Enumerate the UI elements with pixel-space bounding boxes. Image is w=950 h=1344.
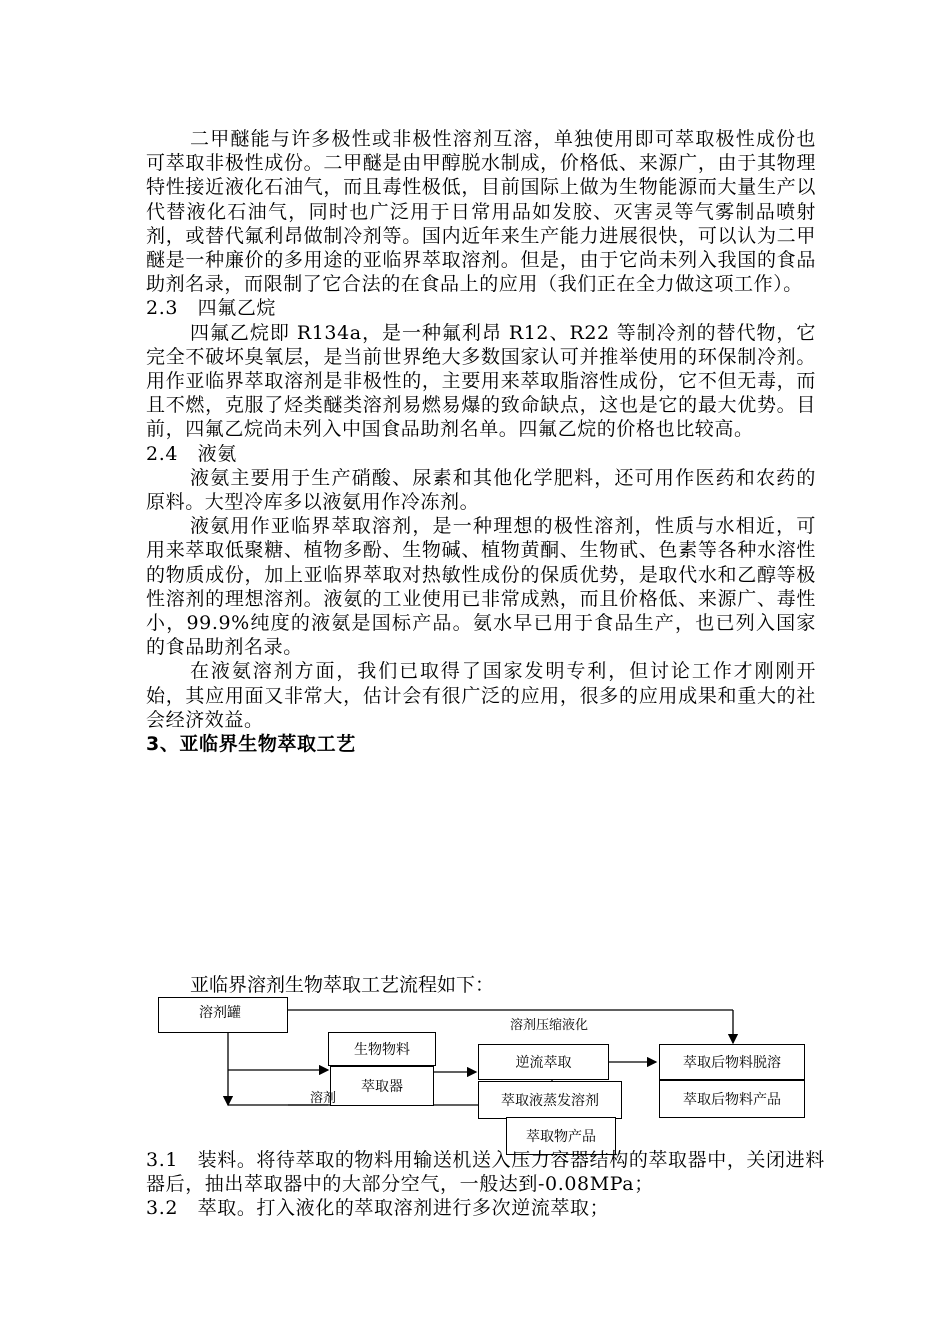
flow-intro: 亚临界溶剂生物萃取工艺流程如下：: [190, 974, 495, 996]
solvent-tank-label: 溶剂罐: [199, 1005, 241, 1021]
step-3-2: 3.2 萃取。打入液化的萃取溶剂进行多次逆流萃取；: [146, 1197, 610, 1220]
desolvent-label: 萃取后物料脱溶: [683, 1055, 781, 1071]
residue-product-box: [659, 1080, 805, 1118]
body-text: [146, 127, 816, 756]
counter-flow-box: [478, 1044, 609, 1080]
step-3-1: 3.1 装料。将待萃取的物料用输送机送入压力容器结构的萃取器中，关闭进料器后，抽出萃取器中的大部分空气，一般达到-0.08MPa；: [146, 1149, 825, 1196]
heading-2-4: 2.4 液氨: [146, 442, 237, 465]
evaporate-label: 萃取液蒸发溶剂: [501, 1093, 599, 1109]
paragraph-ammonia-2: 液氨用作亚临界萃取溶剂，是一种理想的极性溶剂，性质与水相近，可用来萃取低聚糖、植物多酚、生物碱、植物黄酮、生物甙、色素等各种水溶性的物质成份，加上亚临界萃取对热敏性成份的保质优势，是取代水和乙醇等极性溶剂的理想溶剂。液氨的工业使用已非常成熟，而且价格低、来源广、毒性小，99.9%纯度的液氨是国标产品。氨水早已用于食品生产，也已列入国家的食品助剂名录。: [146, 515, 816, 659]
heading-2-3: 2.3 四氟乙烷: [146, 297, 277, 320]
paragraph-dimethyl-ether: 二甲醚能与许多极性或非极性溶剂互溶，单独使用即可萃取极性成份也可萃取非极性成份。二甲醚是由甲醇脱水制成，价格低、来源广，由于其物理特性接近液化石油气，而且毒性极低，目前国际上做为生物能源而大量生产以代替液化石油气，同时也广泛用于日常用品如发胶、灭害灵等气雾制品喷射剂，或替代氟利昂做制冷剂等。国内近年来生产能力进展很快，可以认为二甲醚是一种廉价的多用途的亚临界萃取溶剂。但是，由于它尚未列入我国的食品助剂名录，而限制了它合法的在食品上的应用（我们正在全力做这项工作）。: [146, 128, 816, 296]
desolvent-box: [659, 1044, 805, 1080]
solvent-tank-box: [158, 997, 288, 1033]
extractor-label: 萃取器: [361, 1079, 403, 1095]
paragraph-ammonia-1: 液氨主要用于生产硝酸、尿素和其他化学肥料，还可用作医药和农药的原料。大型冷库多以液氨用作冷冻剂。: [146, 466, 816, 514]
bottom-text: [146, 1148, 826, 1221]
residue-product-label: 萃取后物料产品: [683, 1092, 781, 1108]
compress-label: 溶剂压缩液化: [510, 1018, 589, 1033]
paragraph-ammonia-3: 在液氨溶剂方面，我们已取得了国家发明专利，但讨论工作才刚刚开始，其应用面又非常大，估计会有很广泛的应用，很多的应用成果和重大的社会经济效益。: [146, 660, 816, 731]
evaporate-box: [478, 1081, 622, 1119]
bio-material-label: 生物物料: [354, 1042, 410, 1058]
counter-flow-label: 逆流萃取: [515, 1055, 572, 1071]
paragraph-tetrafluoroethane: 四氟乙烷即 R134a，是一种氟利昂 R12、R22 等制冷剂的替代物，它完全不破坏臭氧层，是当前世界绝大多数国家认可并推举使用的环保制冷剂。用作亚临界萃取溶剂是非极性的，主要用来萃取脂溶性成份，它不但无毒，而且不燃，克服了烃类醚类溶剂易燃易爆的致命缺点，这也是它的最大优势。目前，四氟乙烷尚未列入中国食品助剂名单。四氟乙烷的价格也比较高。: [146, 321, 816, 441]
solvent-partial-label: 溶剂: [310, 1091, 337, 1106]
bio-material-box: [328, 1032, 436, 1066]
extractor-box: [330, 1066, 434, 1106]
product-label: 萃取物产品: [526, 1129, 596, 1145]
heading-3: 3、亚临界生物萃取工艺: [146, 733, 356, 756]
